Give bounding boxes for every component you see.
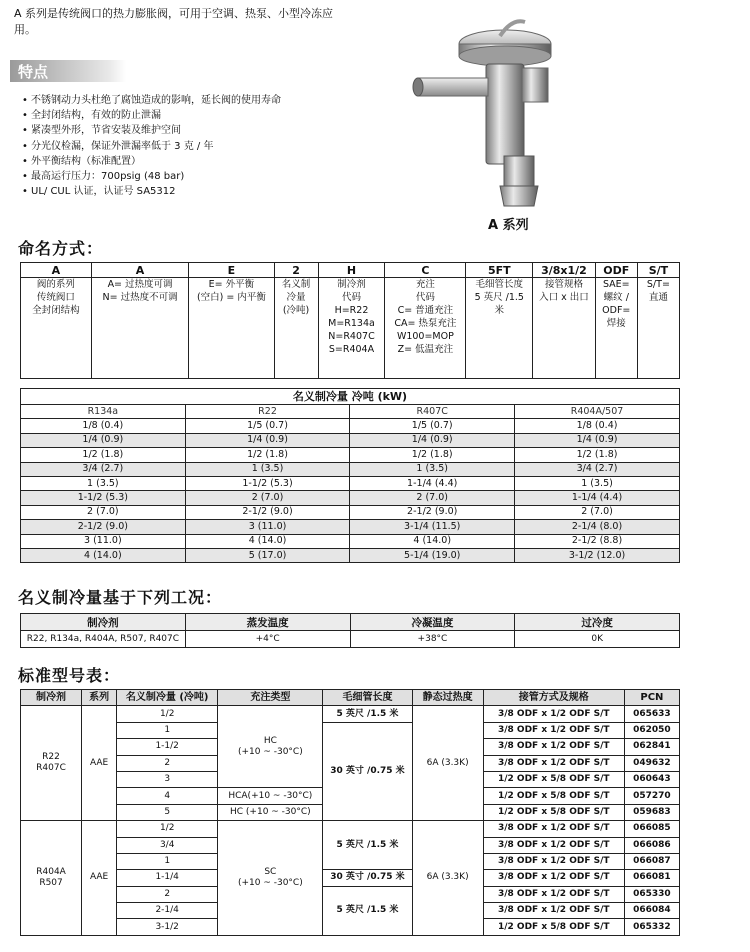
models-header: 充注类型 xyxy=(218,690,323,706)
model-pcn: 066084 xyxy=(624,903,679,919)
feature-item: • 最高运行压力：700psig (48 bar) xyxy=(22,169,322,184)
capacity-cell: 1-1/4 (4.4) xyxy=(515,491,680,505)
naming-header: S/T xyxy=(637,263,679,278)
conditions-header: 冷凝温度 xyxy=(350,614,515,631)
model-row xyxy=(21,886,680,902)
model-pcn: 065330 xyxy=(624,886,679,902)
capacity-cell: 4 (14.0) xyxy=(350,534,515,548)
conditions-table xyxy=(20,613,680,648)
models-header: 名义制冷量 (冷吨) xyxy=(117,690,218,706)
capacity-cell: 2-1/2 (9.0) xyxy=(185,505,350,519)
models-header: PCN xyxy=(624,690,679,706)
capacity-cell: 1/2 (1.8) xyxy=(350,448,515,462)
model-pcn: 060643 xyxy=(624,771,679,787)
model-pcn: 066086 xyxy=(624,837,679,853)
model-superheat: 6A (3.3K) xyxy=(412,821,483,936)
capacity-table xyxy=(20,388,680,563)
model-superheat: 6A (3.3K) xyxy=(412,706,483,821)
capacity-cell: 3 (11.0) xyxy=(185,520,350,534)
model-capacity: 3/4 xyxy=(117,837,218,853)
model-capacity: 1-1/4 xyxy=(117,870,218,886)
model-capacity: 1 xyxy=(117,853,218,869)
feature-item: • 不锈钢动力头杜绝了腐蚀造成的影响，延长阀的使用寿命 xyxy=(22,93,322,108)
capacity-col-header: R22 xyxy=(185,405,350,419)
naming-header: 5FT xyxy=(466,263,533,278)
naming-desc: 阀的系列 传统阀口 全封闭结构 xyxy=(21,278,92,379)
capacity-col-header: R404A/507 xyxy=(515,405,680,419)
model-connection: 1/2 ODF x 5/8 ODF S/T xyxy=(483,804,624,820)
capacity-row xyxy=(21,419,680,433)
naming-header: E xyxy=(189,263,274,278)
conditions-value: +4°C xyxy=(185,631,350,648)
capacity-cell: 1 (3.5) xyxy=(185,462,350,476)
naming-desc: 毛细管长度 5 英尺 /1.5 米 xyxy=(466,278,533,379)
capacity-cell: 1/4 (0.9) xyxy=(350,433,515,447)
model-connection: 1/2 ODF x 5/8 ODF S/T xyxy=(483,788,624,804)
model-pcn: 066085 xyxy=(624,821,679,837)
capacity-cell: 1/4 (0.9) xyxy=(185,433,350,447)
capacity-cell: 5 (17.0) xyxy=(185,548,350,562)
features-title: 特点 xyxy=(18,63,49,81)
model-pcn: 066081 xyxy=(624,870,679,886)
model-capacity: 3 xyxy=(117,771,218,787)
model-connection: 3/8 ODF x 1/2 ODF S/T xyxy=(483,837,624,853)
conditions-title: 名义制冷量基于下列工况： xyxy=(18,588,223,607)
conditions-value: 0K xyxy=(515,631,680,648)
feature-item: • 外平衡结构（标准配置） xyxy=(22,154,322,169)
model-capacity: 2-1/4 xyxy=(117,903,218,919)
capacity-rows xyxy=(21,419,680,563)
models-table xyxy=(20,689,680,936)
models-header: 接管方式及规格 xyxy=(483,690,624,706)
capacity-cell: 3 (11.0) xyxy=(21,534,186,548)
capacity-cell: 1/2 (1.8) xyxy=(515,448,680,462)
model-connection: 3/8 ODF x 1/2 ODF S/T xyxy=(483,755,624,771)
model-pcn: 049632 xyxy=(624,755,679,771)
capacity-cell: 1-1/4 (4.4) xyxy=(350,476,515,490)
model-capacity: 2 xyxy=(117,886,218,902)
capacity-row xyxy=(21,433,680,447)
naming-desc: 制冷剂 代码 H=R22 M=R134a N=R407C S=R404A xyxy=(318,278,385,379)
model-capacity: 5 xyxy=(117,804,218,820)
capacity-col-header: R407C xyxy=(350,405,515,419)
model-capacity: 1/2 xyxy=(117,706,218,722)
capacity-cell: 2-1/2 (8.8) xyxy=(515,534,680,548)
model-pcn: 065332 xyxy=(624,919,679,935)
model-pcn: 062841 xyxy=(624,739,679,755)
capacity-cell: 2 (7.0) xyxy=(21,505,186,519)
naming-header: C xyxy=(385,263,466,278)
valve-product-image xyxy=(400,6,600,211)
capacity-cell: 1-1/2 (5.3) xyxy=(21,491,186,505)
models-header: 毛细管长度 xyxy=(323,690,412,706)
capacity-cell: 1 (3.5) xyxy=(350,462,515,476)
naming-header: H xyxy=(318,263,385,278)
model-pcn: 057270 xyxy=(624,788,679,804)
capacity-row xyxy=(21,476,680,490)
model-capillary: 5 英尺 /1.5 米 xyxy=(323,706,412,722)
models-header: 制冷剂 xyxy=(21,690,82,706)
model-series: AAE xyxy=(82,706,117,821)
models-header: 静态过热度 xyxy=(412,690,483,706)
capacity-cell: 1 (3.5) xyxy=(21,476,186,490)
model-row xyxy=(21,722,680,738)
capacity-cell: 1/4 (0.9) xyxy=(515,433,680,447)
model-capacity: 1/2 xyxy=(117,821,218,837)
capacity-cell: 1/2 (1.8) xyxy=(185,448,350,462)
conditions-value: R22, R134a, R404A, R507, R407C xyxy=(21,631,186,648)
model-refrigerant: R22 R407C xyxy=(21,706,82,821)
conditions-header: 制冷剂 xyxy=(21,614,186,631)
capacity-cell: 3/4 (2.7) xyxy=(21,462,186,476)
feature-item: • UL/ CUL 认证，认证号 SA5312 xyxy=(22,184,322,199)
capacity-cell: 1/5 (0.7) xyxy=(350,419,515,433)
model-connection: 1/2 ODF x 5/8 ODF S/T xyxy=(483,919,624,935)
model-connection: 3/8 ODF x 1/2 ODF S/T xyxy=(483,903,624,919)
model-pcn: 065633 xyxy=(624,706,679,722)
capacity-row xyxy=(21,534,680,548)
model-capacity: 1 xyxy=(117,722,218,738)
capacity-cell: 1/8 (0.4) xyxy=(21,419,186,433)
naming-desc: SAE= 螺纹 / ODF= 焊接 xyxy=(595,278,637,379)
naming-header: 2 xyxy=(274,263,318,278)
capacity-cell: 1/5 (0.7) xyxy=(185,419,350,433)
capacity-cell: 1/4 (0.9) xyxy=(21,433,186,447)
naming-header: 3/8x1/2 xyxy=(533,263,596,278)
model-charge: HCA(+10 ~ -30°C) xyxy=(218,788,323,804)
naming-header: A xyxy=(91,263,189,278)
feature-item: • 全封闭结构，有效的防止泄漏 xyxy=(22,108,322,123)
model-connection: 3/8 ODF x 1/2 ODF S/T xyxy=(483,739,624,755)
capacity-row xyxy=(21,548,680,562)
model-connection: 3/8 ODF x 1/2 ODF S/T xyxy=(483,870,624,886)
model-capillary: 5 英尺 /1.5 米 xyxy=(323,886,412,935)
model-connection: 3/8 ODF x 1/2 ODF S/T xyxy=(483,886,624,902)
product-caption: A 系列 xyxy=(488,218,529,233)
model-row xyxy=(21,821,680,837)
naming-desc: A= 过热度可调 N= 过热度不可调 xyxy=(91,278,189,379)
model-series: AAE xyxy=(82,821,117,936)
naming-desc: 名义制 冷量 (冷吨) xyxy=(274,278,318,379)
capacity-cell: 1/2 (1.8) xyxy=(21,448,186,462)
capacity-cell: 5-1/4 (19.0) xyxy=(350,548,515,562)
model-row xyxy=(21,870,680,886)
capacity-col-header: R134a xyxy=(21,405,186,419)
model-charge: SC (+10 ~ -30°C) xyxy=(218,821,323,936)
model-capillary: 5 英尺 /1.5 米 xyxy=(323,821,412,870)
conditions-header: 蒸发温度 xyxy=(185,614,350,631)
models-title: 标准型号表： xyxy=(18,666,121,685)
naming-desc: 充注 代码 C= 普通充注 CA= 热泵充注 W100=MOP Z= 低温充注 xyxy=(385,278,466,379)
capacity-cell: 1-1/2 (5.3) xyxy=(185,476,350,490)
models-header: 系列 xyxy=(82,690,117,706)
capacity-cell: 4 (14.0) xyxy=(21,548,186,562)
model-pcn: 059683 xyxy=(624,804,679,820)
capacity-row xyxy=(21,448,680,462)
capacity-row xyxy=(21,520,680,534)
naming-desc: 接管规格 入口 x 出口 xyxy=(533,278,596,379)
model-charge: HC (+10 ~ -30°C) xyxy=(218,804,323,820)
model-connection: 3/8 ODF x 1/2 ODF S/T xyxy=(483,853,624,869)
capacity-cell: 2-1/4 (8.0) xyxy=(515,520,680,534)
feature-item: • 紧凑型外形，节省安装及维护空间 xyxy=(22,123,322,138)
model-capacity: 2 xyxy=(117,755,218,771)
capacity-cell: 1 (3.5) xyxy=(515,476,680,490)
capacity-cell: 2-1/2 (9.0) xyxy=(350,505,515,519)
model-capillary: 30 英寸 /0.75 米 xyxy=(323,870,412,886)
model-refrigerant: R404A R507 xyxy=(21,821,82,936)
capacity-title: 名义制冷量 冷吨 (kW) xyxy=(21,389,680,405)
capacity-row xyxy=(21,491,680,505)
naming-header: ODF xyxy=(595,263,637,278)
conditions-header: 过冷度 xyxy=(515,614,680,631)
capacity-cell: 2 (7.0) xyxy=(185,491,350,505)
capacity-cell: 2-1/2 (9.0) xyxy=(21,520,186,534)
capacity-row xyxy=(21,505,680,519)
model-pcn: 066087 xyxy=(624,853,679,869)
model-charge: HC (+10 ~ -30°C) xyxy=(218,706,323,788)
naming-header: A xyxy=(21,263,92,278)
capacity-row xyxy=(21,462,680,476)
model-connection: 1/2 ODF x 5/8 ODF S/T xyxy=(483,771,624,787)
model-row xyxy=(21,706,680,722)
naming-desc: S/T= 直通 xyxy=(637,278,679,379)
model-capacity: 1-1/2 xyxy=(117,739,218,755)
model-capacity: 3-1/2 xyxy=(117,919,218,935)
capacity-cell: 2 (7.0) xyxy=(515,505,680,519)
feature-item: • 分光仪检漏，保证外泄漏率低于 3 克 / 年 xyxy=(22,139,322,154)
model-connection: 3/8 ODF x 1/2 ODF S/T xyxy=(483,722,624,738)
model-connection: 3/8 ODF x 1/2 ODF S/T xyxy=(483,706,624,722)
capacity-cell: 3/4 (2.7) xyxy=(515,462,680,476)
model-capacity: 4 xyxy=(117,788,218,804)
model-connection: 3/8 ODF x 1/2 ODF S/T xyxy=(483,821,624,837)
capacity-cell: 3-1/4 (11.5) xyxy=(350,520,515,534)
capacity-cell: 1/8 (0.4) xyxy=(515,419,680,433)
model-pcn: 062050 xyxy=(624,722,679,738)
naming-title: 命名方式： xyxy=(18,239,104,258)
capacity-cell: 2 (7.0) xyxy=(350,491,515,505)
conditions-value: +38°C xyxy=(350,631,515,648)
naming-desc: E= 外平衡 (空白) = 内平衡 xyxy=(189,278,274,379)
naming-table xyxy=(20,262,680,379)
naming-desc-row xyxy=(21,278,680,379)
capacity-cell: 3-1/2 (12.0) xyxy=(515,548,680,562)
capacity-cell: 4 (14.0) xyxy=(185,534,350,548)
intro-text: A 系列是传统阀口的热力膨胀阀，可用于空调、热泵、小型冷冻应用。 xyxy=(14,7,334,36)
model-capillary: 30 英寸 /0.75 米 xyxy=(323,722,412,820)
features-list xyxy=(22,93,322,199)
